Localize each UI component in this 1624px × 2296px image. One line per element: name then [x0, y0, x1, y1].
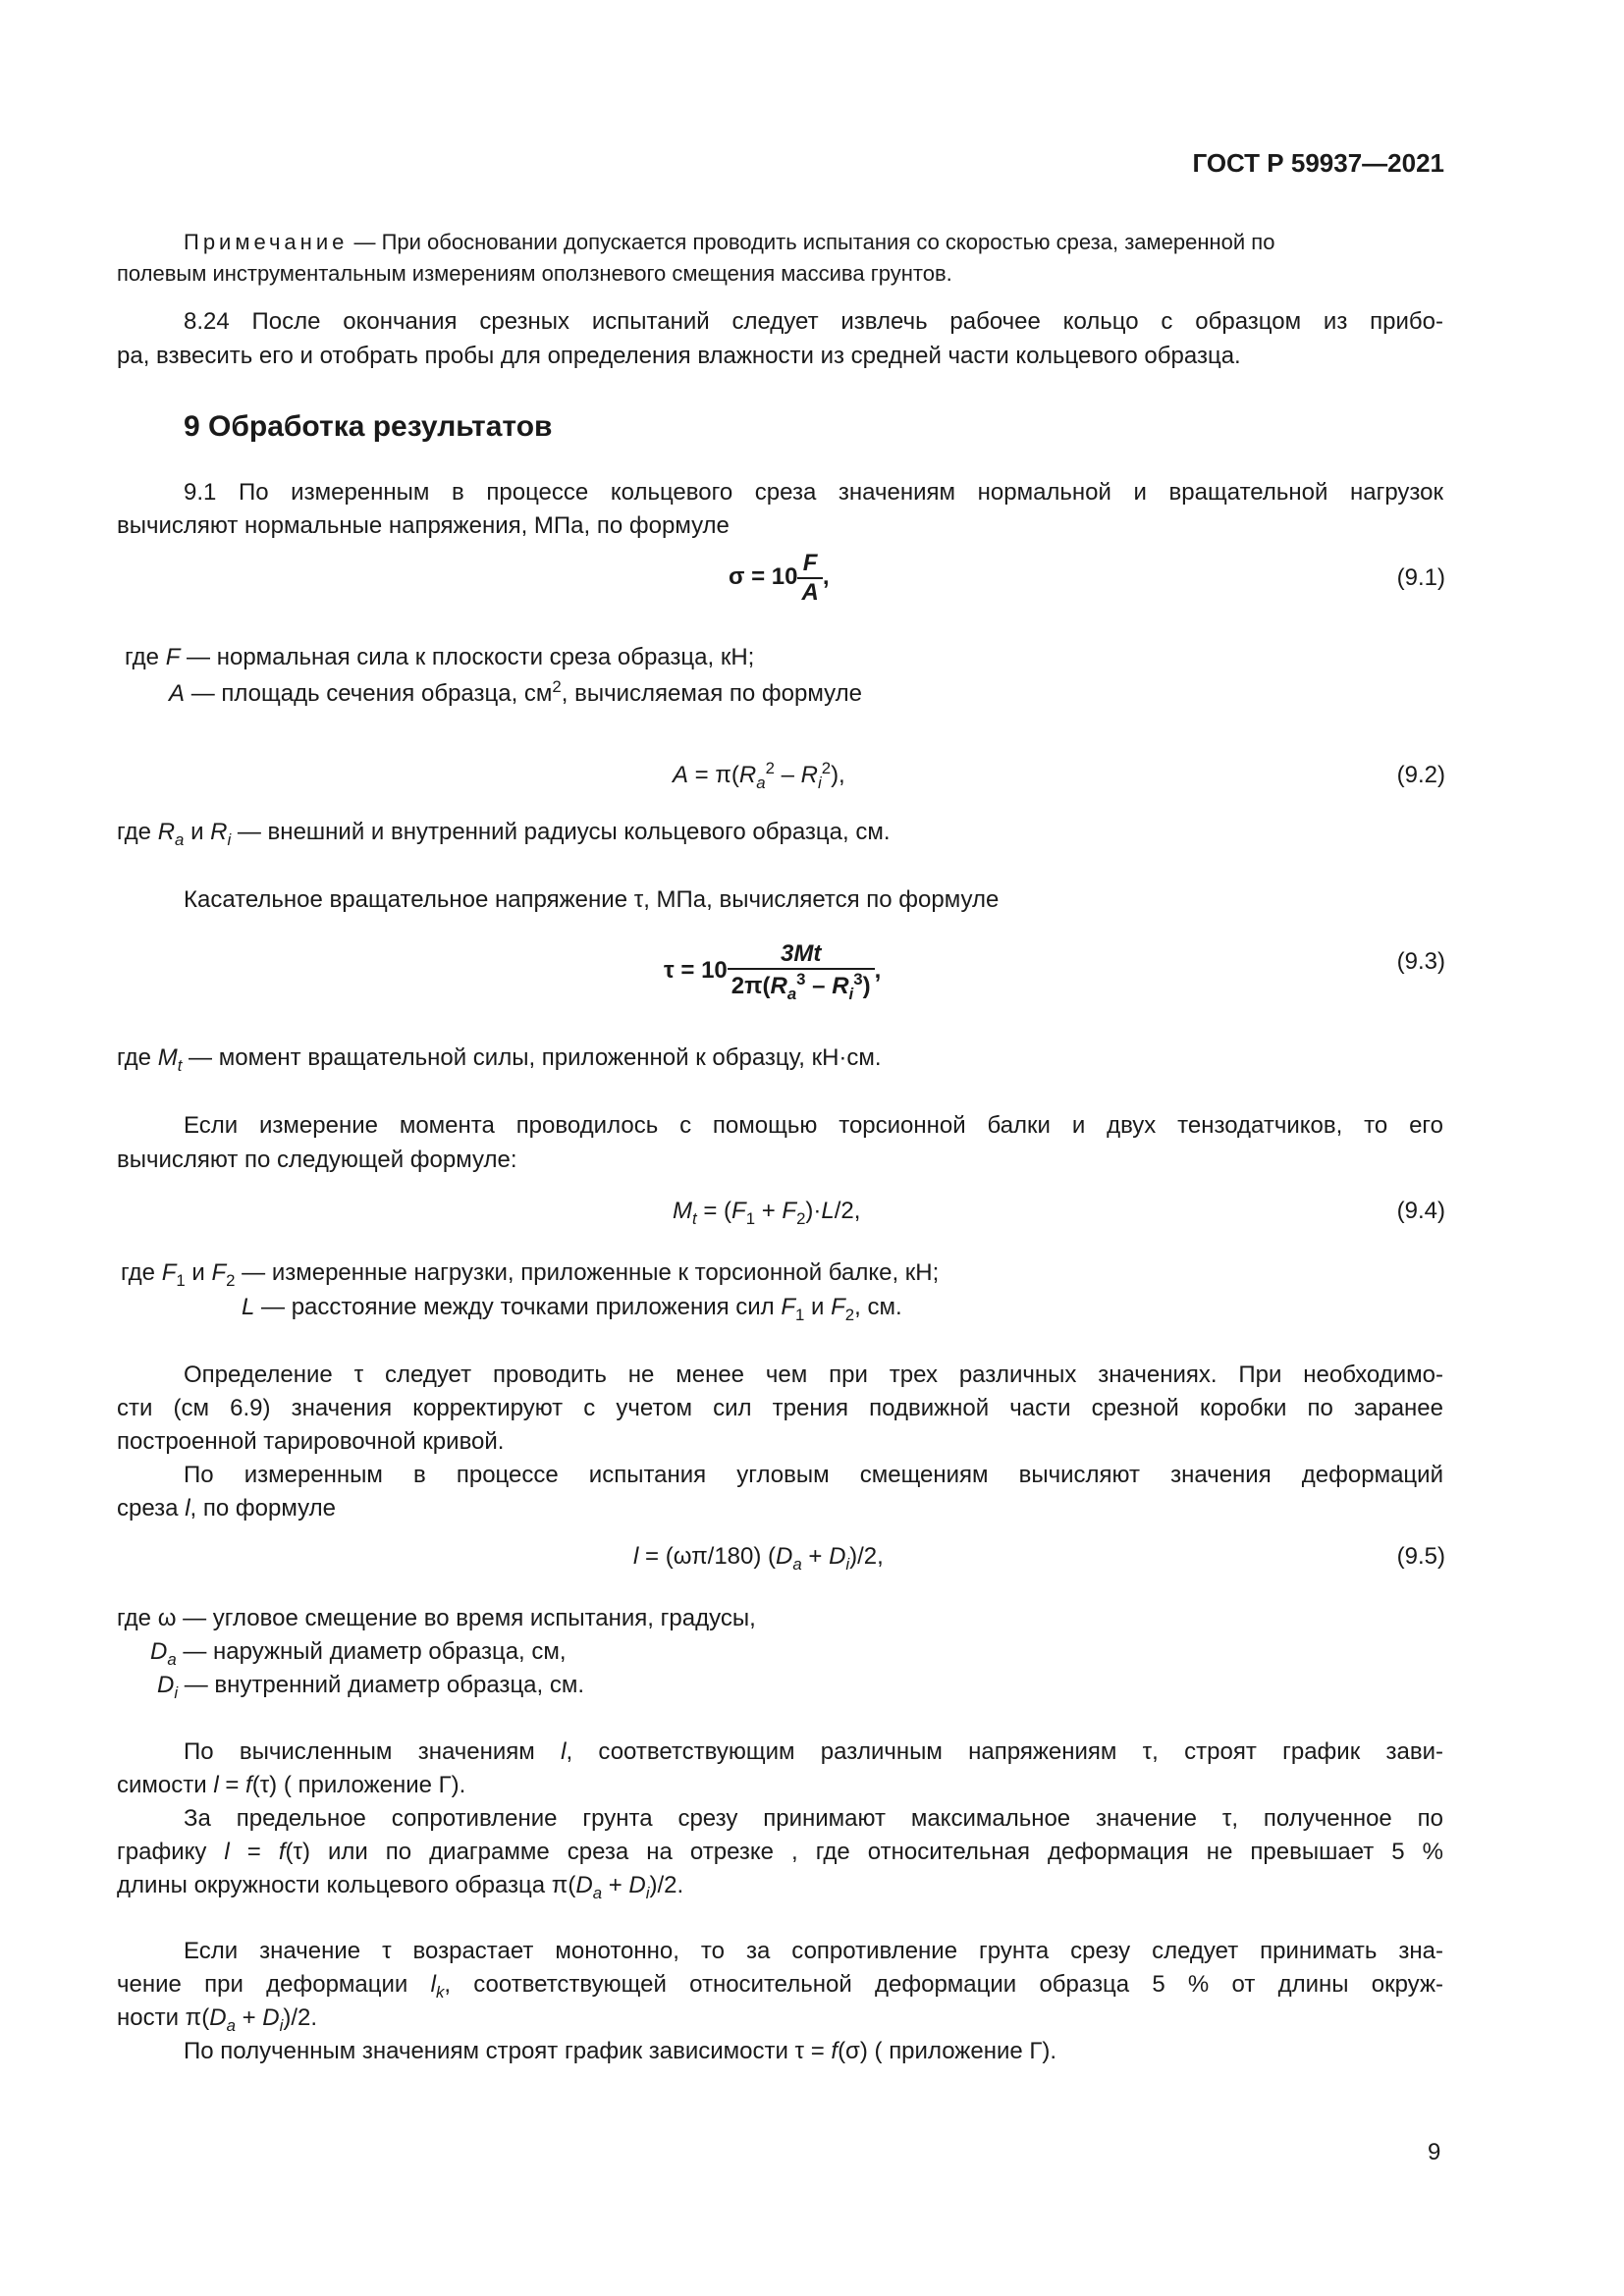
para-tau-def-line-1: Определение τ следует проводить не менее чем при трех различных значениях. При необходимо- — [184, 1362, 1443, 1388]
para-8-24-line-2: ра, взвесить его и отобрать пробы для определения влажности из средней части кольцевого образца. — [117, 343, 1241, 369]
para-tau-def-line-3: построенной тарировочной кривой. — [117, 1428, 505, 1455]
para-mono-line-3: ности $\pi(D_a + D_i)/2$. — [117, 2004, 318, 2035]
para-deform-line-1: По измеренным в процессе испытания угловым смещениям вычисляют значения деформаций — [184, 1462, 1443, 1488]
para-graph-line-1: По вычисленным значениям l, соответствующим различным напряжениям τ, строят график зави- — [184, 1738, 1444, 1765]
para-limit-line-2: графику l = f(τ) или по диаграмме среза на отрезке , где относительная деформация не превышает 5 % — [117, 1839, 1444, 1865]
para-mono-line-4: По полученным значениям строят график зависимости τ = f(σ) ( приложение Г). — [184, 2038, 1057, 2064]
para-moment-line-2: вычисляют по следующей формуле: — [117, 1147, 517, 1173]
equation-number-9-1: (9.1) — [1396, 564, 1445, 591]
tau-intro: Касательное вращательное напряжение τ, МПа, вычисляется по формуле — [184, 886, 1000, 913]
formula-9-5: l = (ωπ/180) $(D_a + D_i)/2$, — [633, 1543, 884, 1574]
where-radii: где $R_a$ и $R_i$ — внешний и внутренний радиусы кольцевого образца, см. — [117, 819, 891, 849]
formula-9-3: τ = 10 $\frac{3Mt}{2\pi(R_a^3 - R_i^3)}$ , — [664, 940, 882, 1003]
para-graph-line-2: симости l = f(τ) ( приложение Г). — [117, 1772, 466, 1798]
document-code-header: ГОСТ Р 59937—2021 — [1192, 148, 1444, 178]
equation-number-9-4: (9.4) — [1396, 1198, 1445, 1224]
para-9-1-line-2: вычисляют нормальные напряжения, МПа, по формуле — [117, 512, 730, 539]
para-8-24-line-1: 8.24 После окончания срезных испытаний следует извлечь рабочее кольцо с образцом из прибо- — [184, 308, 1443, 335]
para-tau-def-line-2: сти (см 6.9) значения корректируют с учетом сил трения подвижной части срезной коробки по заранее — [117, 1395, 1443, 1421]
where-length: L — расстояние между точками приложения сил $F_1$ и $F_2$, см. — [242, 1294, 902, 1324]
formula-9-2: $A = \pi(R_a^2 - R_i^2)$, — [673, 759, 845, 792]
para-mono-line-1: Если значение τ возрастает монотонно, то за сопротивление грунта срезу следует принимать зна- — [184, 1938, 1443, 1964]
where-omega: где ω — угловое смещение во время испытания, градусы, — [117, 1605, 756, 1631]
para-9-1-line-1: 9.1 По измеренным в процессе кольцевого среза значениям нормальной и вращательной нагрузок — [184, 479, 1443, 506]
page-number: 9 — [1428, 2139, 1441, 2165]
formula-9-1: σ = 10 $\frac{F}{A}$ , — [729, 550, 830, 606]
para-limit-line-1: За предельное сопротивление грунта срезу принимают максимальное значение τ, полученное по — [184, 1805, 1443, 1832]
para-limit-line-3: длины окружности кольцевого образца $\pi(D_a + D_i)/2$. — [117, 1872, 684, 1902]
where-da: $D_a$ — наружный диаметр образца, см, — [150, 1638, 567, 1669]
where-forces: где $F_1$ и $F_2$ — измеренные нагрузки, приложенные к торсионной балке, кН; — [121, 1259, 940, 1290]
where-di: $D_i$ — внутренний диаметр образца, см. — [157, 1672, 585, 1702]
where-f: где F — нормальная сила к плоскости среза образца, кН; — [125, 644, 755, 670]
para-moment-line-1: Если измерение момента проводилось с помощью торсионной балки и двух тензодатчиков, то его — [184, 1112, 1443, 1139]
section-title: 9 Обработка результатов — [184, 410, 553, 443]
note-label: Примечание — [184, 230, 349, 254]
note-text-1: — При обосновании допускается проводить испытания со скоростью среза, замеренной по — [353, 230, 1275, 254]
para-mono-line-2: чение при деформации $l_k$, соответствующей относительной деформации образца 5 % от длины окруж- — [117, 1971, 1443, 2002]
fraction: $\frac{3Mt}{2\pi(R_a^3 - R_i^3)}$ — [728, 940, 875, 1003]
equation-number-9-2: (9.2) — [1396, 762, 1445, 788]
formula-9-4: $M_t = (F_1 + F_2)\cdot L/2$, — [673, 1198, 861, 1228]
where-moment: где $M_t$ — момент вращательной силы, приложенной к образцу, кН·см. — [117, 1044, 882, 1075]
where-a: A — площадь сечения образца, $см^2$, вычисляемая по формуле — [169, 677, 862, 707]
para-deform-line-2: среза l, по формуле — [117, 1495, 336, 1522]
equation-number-9-5: (9.5) — [1396, 1543, 1445, 1570]
note-line-1 — [117, 226, 1443, 259]
equation-number-9-3: (9.3) — [1396, 948, 1445, 975]
note-line-2: полевым инструментальным измерениям оползневого смещения массива грунтов. — [117, 261, 952, 286]
fraction: $\frac{F}{A}$ — [797, 550, 822, 606]
